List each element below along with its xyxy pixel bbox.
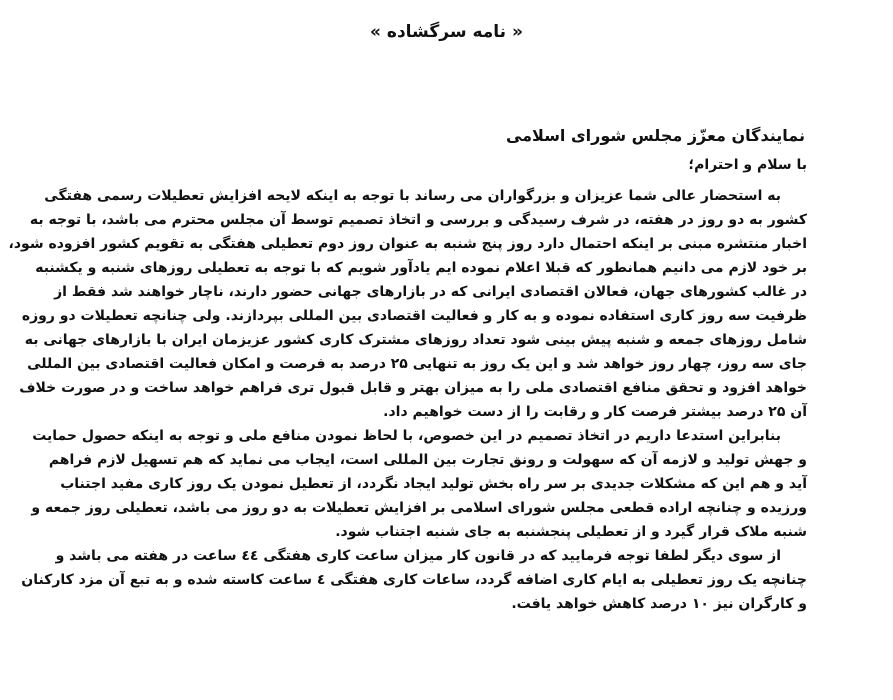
paragraph-2-line-5: شنبه ملاک قرار گیرد و از تعطیلی پنجشنبه به جای شنبه اجتناب شود. [335,524,807,540]
paragraph-3-line-3: و کارگران نیز ۱۰ درصد کاهش خواهد یافت. [511,596,807,612]
paragraph-2-line-1: بنابراین استدعا داریم در اتخاذ تصمیم در این خصوص، با لحاظ نمودن منافع ملی و توجه به اینکه حصول حمایت [32,428,781,444]
paragraph-1-line-8: جای سه روز، چهار روز خواهد شد و این یک روز به تنهایی ۲۵ درصد به فرصت و امکان فعالیت اقتصادی بین المللی [27,356,807,372]
paragraph-1-line-2: کشور به دو روز در هفته، در شرف رسیدگی و بررسی و اتخاذ تصمیم توسط آن مجلس محترم می باشد، با توجه به [29,212,807,228]
paragraph-1-line-4: بر خود لازم می دانیم همانطور که قبلا اعلام نموده ایم یادآور شویم که با توجه به تعطیلی روزهای شنبه و یکشنبه [35,260,807,276]
paragraph-1-line-6: ظرفیت سه روز کاری استفاده نموده و به کار و فعالیت اقتصادی بین المللی بپردازند. ولی چنانچه تعطیلات دو روزه [21,308,807,324]
paragraph-2-line-3: آید و هم این که مشکلات جدیدی بر سر راه بخش تولید ایجاد نگردد، از تعطیل نمودن یک روز کاری مفید اجتناب [60,476,807,492]
letter-title: « نامه سرگشاده » [370,22,523,42]
letter-greeting: با سلام و احترام؛ [688,157,807,173]
letter-addressee: نمایندگان معزّز مجلس شورای اسلامی [505,126,805,145]
paragraph-1-line-9: خواهد افزود و تحقق منافع اقتصادی ملی را به میزان بهتر و قابل قبول تری فراهم خواهد ساخت و در صورت خلاف [19,380,807,396]
paragraph-2-line-2: و جهش تولید و لازمه آن که سهولت و رونق تجارت بین المللی است، ایجاب می نماید که هم تسهیل لازم فراهم [48,452,807,468]
paragraph-3-line-1: از سوی دیگر لطفا توجه فرمایید که در قانون کار میزان ساعت کاری هفتگی ٤٤ ساعت در هفته می باشد و [55,548,781,564]
paragraph-1-line-1: به استحضار عالی شما عزیزان و بزرگواران می رساند با توجه به اینکه لایحه افزایش تعطیلات رسمی هفتگی [44,188,781,204]
paragraph-2-line-4: ورزیده و چنانچه اراده قطعی مجلس شورای اسلامی بر افزایش تعطیلات به دو روز می باشد، تعطیلی روز جمعه و [31,500,807,516]
paragraph-1-line-7: شامل روزهای جمعه و شنبه پیش بینی شود تعداد روزهای مشترک کاری کشور عزیزمان ایران با بازارهای جهانی به [24,332,807,348]
paragraph-1-line-10: آن ۲۵ درصد بیشتر فرصت کار و رقابت را از دست خواهیم داد. [383,404,807,420]
paragraph-1-line-3: اخبار منتشره مبنی بر اینکه احتمال دارد روز پنج شنبه به عنوان روز دوم تعطیلی هفتگی به تقویم کشور افزوده شود، [8,236,807,252]
paragraph-3-line-2: چنانچه یک روز تعطیلی به ایام کاری اضافه گردد، ساعات کاری هفتگی ٤ ساعت کاسته شده و به تبع آن مزد کارکنان [21,572,807,588]
paragraph-1-line-5: در غالب کشورهای جهان، فعالان اقتصادی ایرانی که در بازارهای جهانی حضور دارند، ناچار خواهند شد فقط از [54,284,807,300]
